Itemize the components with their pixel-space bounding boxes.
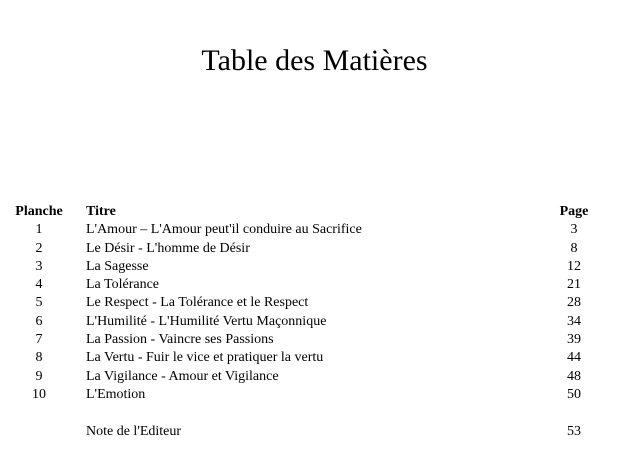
- toc-row: [0, 368, 629, 386]
- toc-note-row: [0, 423, 629, 441]
- toc-row: [0, 386, 629, 404]
- spacer: [0, 404, 629, 423]
- note-page: 53: [567, 424, 581, 440]
- toc-header-row: [0, 203, 629, 221]
- entry-number: 7: [35, 332, 43, 348]
- entry-number: 1: [35, 222, 43, 238]
- entry-page: 39: [567, 332, 581, 348]
- entry-number: 4: [35, 277, 43, 293]
- entry-title: La Tolérance: [86, 277, 159, 293]
- entry-page: 8: [570, 240, 578, 256]
- toc-row: [0, 276, 629, 294]
- entry-title: L'Humilité - L'Humilité Vertu Maçonnique: [86, 313, 327, 329]
- header-titre: Titre: [86, 204, 116, 219]
- toc-row: [0, 258, 629, 276]
- entry-number: 2: [35, 240, 43, 256]
- entry-page: 34: [567, 313, 581, 329]
- entry-page: 21: [567, 277, 581, 293]
- entry-page: 50: [567, 386, 581, 402]
- entry-title: La Vigilance - Amour et Vigilance: [86, 368, 279, 384]
- page-title: Table des Matières: [201, 44, 428, 78]
- entry-title: L'Emotion: [86, 386, 146, 402]
- entry-number: 3: [35, 258, 43, 274]
- entry-title: La Passion - Vaincre ses Passions: [86, 332, 274, 348]
- entry-number: 5: [35, 295, 43, 311]
- table-of-contents: [0, 203, 629, 442]
- entry-page: 28: [567, 295, 581, 311]
- header-page: Page: [559, 204, 589, 219]
- entry-number: 8: [35, 350, 43, 366]
- toc-row: [0, 221, 629, 239]
- note-title: Note de l'Editeur: [86, 424, 182, 440]
- toc-row: [0, 240, 629, 258]
- toc-row: [0, 349, 629, 367]
- toc-row: [0, 331, 629, 349]
- entry-number: 10: [32, 386, 46, 402]
- entry-page: 48: [567, 368, 581, 384]
- entry-title: La Sagesse: [86, 258, 149, 274]
- toc-row: [0, 313, 629, 331]
- entry-page: 3: [570, 222, 578, 238]
- toc-row: [0, 294, 629, 312]
- entry-page: 44: [567, 350, 581, 366]
- entry-number: 9: [35, 368, 43, 384]
- entry-title: L'Amour – L'Amour peut'il conduire au Sacrifice: [86, 222, 362, 238]
- entry-title: La Vertu - Fuir le vice et pratiquer la vertu: [86, 350, 324, 366]
- header-planche: Planche: [15, 204, 63, 219]
- entry-page: 12: [567, 258, 581, 274]
- entry-number: 6: [35, 313, 43, 329]
- entry-title: Le Respect - La Tolérance et le Respect: [86, 295, 309, 311]
- entry-title: Le Désir - L'homme de Désir: [86, 240, 250, 256]
